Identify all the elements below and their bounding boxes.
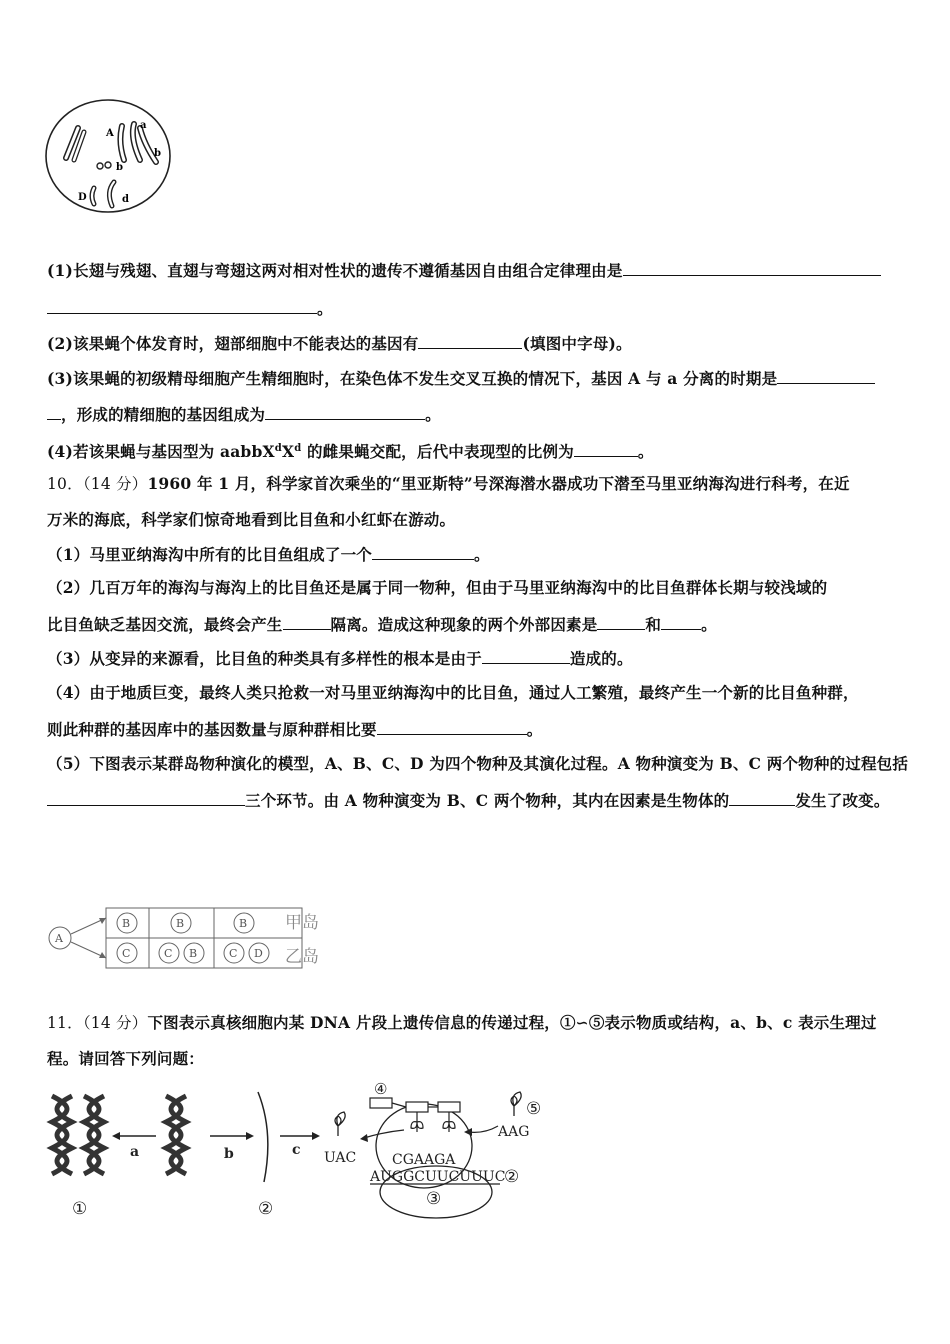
q10-sub4-end: 。 [526, 720, 543, 739]
q10-sub1-end: 。 [474, 545, 490, 564]
island-jia-label: 甲岛 [285, 913, 319, 933]
species-D-label: D [254, 947, 263, 960]
label-3: ③ [426, 1189, 442, 1209]
q9-part4 [47, 438, 654, 463]
trna-entry-arrow [468, 1126, 498, 1132]
q10-sub5-text: （5）下图表示某群岛物种演化的模型，A、B、C、D 为四个物种及其演化过程。A 物种演变为 B、C 两个物种的过程包括 [47, 754, 909, 773]
trna-incoming [511, 1092, 521, 1116]
species-C-label: C [122, 947, 131, 960]
label-5: ⑤ [526, 1099, 542, 1119]
q10-sub1-text: （1）马里亚纳海沟中所有的比目鱼组成了一个 [47, 545, 372, 564]
species-A-label: A [55, 932, 63, 945]
question-number: 11． [47, 1014, 83, 1032]
q10-sub2-text3: 隔离。造成这种现象的两个外部因素是 [330, 615, 598, 634]
q9-part3-line1 [47, 367, 875, 390]
label-1: ① [72, 1199, 88, 1219]
gene-expression-figure [44, 1082, 544, 1224]
q10-sub2-and: 和 [645, 615, 662, 634]
answer-blank [377, 718, 527, 735]
label-2b: ② [504, 1167, 520, 1187]
q10-sub4-line1 [47, 682, 859, 704]
answer-blank [47, 403, 61, 420]
small-chromosome [105, 162, 111, 168]
label-4: ④ [374, 1082, 388, 1098]
q10-sub3-end: 造成的。 [569, 649, 633, 668]
q10-intro-text: 1960 年 1 月，科学家首次乘坐的“里亚斯特”号深海潜水器成功下潜至马里亚纳海沟进行科考，在近 [147, 474, 850, 493]
answer-blank [729, 789, 795, 806]
superscript: d [294, 443, 302, 454]
q9-part3-text: (3)该果蝇的初级精母细胞产生精细胞时，在染色体不发生交叉互换的情况下，基因 A 与 a 分离的时期是 [47, 369, 778, 388]
answer-blank [283, 613, 331, 630]
gene-label: b [154, 148, 161, 159]
label-2: ② [258, 1199, 274, 1219]
q10-sub4-line2 [47, 718, 542, 741]
q9-part1-end: 。 [317, 299, 333, 318]
cell-chromosome-figure [44, 98, 174, 218]
q10-intro-line1 [47, 473, 850, 495]
q9-part2-text: (2)该果蝇个体发育时，翅部细胞中不能表达的基因有 [47, 334, 419, 353]
q11-intro-line2 [47, 1048, 204, 1070]
arrow-b-label: b [224, 1146, 234, 1162]
q10-sub2-line2 [47, 613, 717, 636]
q9-part1-line2 [47, 297, 333, 320]
q9-part1-line1 [47, 259, 881, 282]
answer-blank [372, 543, 474, 560]
anticodon-aag: AAG [498, 1124, 530, 1140]
q10-sub1 [47, 543, 490, 566]
dna-helix-1 [52, 1096, 72, 1174]
answer-blank [47, 297, 317, 314]
q9-part3-line2 [47, 403, 441, 426]
dna-helix-3 [166, 1096, 186, 1174]
question-score: （14 分） [82, 1014, 148, 1032]
codons-top: CGAAGA [392, 1152, 456, 1168]
q10-sub3 [47, 647, 633, 670]
q10-sub4-text: （4）由于地质巨变，最终人类只抢救一对马里亚纳海沟中的比目鱼，通过人工繁殖，最终产生一个新的比目鱼种群， [47, 683, 859, 702]
island-yi-label: 乙岛 [285, 947, 319, 967]
answer-blank [777, 367, 875, 384]
mrna-sequence: AUGGCUUCUUUC [370, 1169, 506, 1185]
q9-part2-end: (填图中字母)。 [522, 334, 632, 353]
q9-part4-x: X [281, 442, 295, 462]
answer-blank [482, 647, 570, 664]
species-B-label: B [239, 917, 248, 930]
species-B-label: B [189, 947, 198, 960]
q10-sub2-line1 [47, 577, 827, 599]
answer-blank [574, 440, 638, 457]
trna-free [335, 1112, 345, 1136]
amino-acid-box [438, 1102, 460, 1112]
arrow-a-label: a [130, 1144, 140, 1160]
dna-helix-2 [84, 1096, 104, 1174]
answer-blank [597, 613, 645, 630]
mrna-strand [258, 1092, 268, 1182]
trna-bound [443, 1112, 455, 1132]
species-C-label: C [229, 947, 238, 960]
q10-intro-line2 [47, 509, 455, 531]
amino-acid-box [370, 1098, 392, 1108]
arrow-c-label: c [292, 1142, 301, 1158]
q9-part4-end: 。 [637, 442, 654, 462]
gene-label: b [116, 162, 123, 173]
anticodon-uac: UAC [324, 1150, 357, 1166]
q9-part4-text2: 的雌果蝇交配，后代中表现型的比例为 [301, 442, 574, 462]
species-B-label: B [122, 917, 131, 930]
q9-part3-end: 。 [425, 405, 441, 424]
trna-bound [411, 1112, 423, 1132]
gene-label: A [106, 128, 114, 139]
q11-intro-text2: 程。请回答下列问题： [47, 1049, 205, 1068]
question-number: 10． [47, 475, 83, 493]
q9-part2 [47, 332, 632, 355]
island-evolution-figure [44, 906, 334, 974]
q10-sub2-end: 。 [701, 615, 717, 634]
q10-sub2-text2: 比目鱼缺乏基因交流，最终会产生 [47, 615, 283, 634]
q10-sub5-end: 发生了改变。 [795, 791, 890, 810]
gene-label: d [122, 194, 129, 205]
question-score: （14 分） [82, 475, 148, 493]
q10-sub2-text: （2）几百万年的海沟与海沟上的比目鱼还是属于同一物种，但由于马里亚纳海沟中的比目鱼群体长期与较浅域的 [47, 578, 828, 597]
gene-label: D [78, 192, 87, 203]
answer-blank [623, 259, 881, 276]
amino-acid-box [406, 1102, 428, 1112]
species-B-label: B [176, 917, 185, 930]
q9-part1-text: (1)长翅与残翅、直翅与弯翅这两对相对性状的遗传不遵循基因自由组合定律理由是 [47, 261, 623, 280]
answer-blank [661, 613, 701, 630]
q10-intro-text2: 万米的海底，科学家们惊奇地看到比目鱼和小红虾在游动。 [47, 510, 456, 529]
q9-part3-text2: ，形成的精细胞的基因组成为 [61, 405, 266, 424]
q10-sub5-line2 [47, 789, 890, 812]
q10-sub4-text2: 则此种群的基因库中的基因数量与原种群相比要 [47, 720, 377, 739]
answer-blank [265, 403, 425, 420]
species-C-label: C [164, 947, 173, 960]
answer-blank [47, 789, 245, 806]
q9-part4-text: (4)若该果蝇与基因型为 aabbX [47, 442, 275, 462]
trna-exit-arrow [364, 1130, 404, 1138]
q11-intro-line1 [47, 1012, 877, 1034]
superscript: d [274, 443, 282, 454]
q10-sub3-text: （3）从变异的来源看，比目鱼的种类具有多样性的根本是由于 [47, 649, 482, 668]
q10-sub5-text2: 三个环节。由 A 物种演变为 B、C 两个物种，其内在因素是生物体的 [245, 791, 730, 810]
q11-intro-text: 下图表示真核细胞内某 DNA 片段上遗传信息的传递过程，①∽⑤表示物质或结构，a、b、c 表示生理过 [147, 1013, 877, 1032]
q10-sub5-line1 [47, 753, 908, 775]
answer-blank [418, 332, 522, 349]
gene-label: a [140, 120, 147, 131]
small-chromosome [97, 163, 103, 169]
